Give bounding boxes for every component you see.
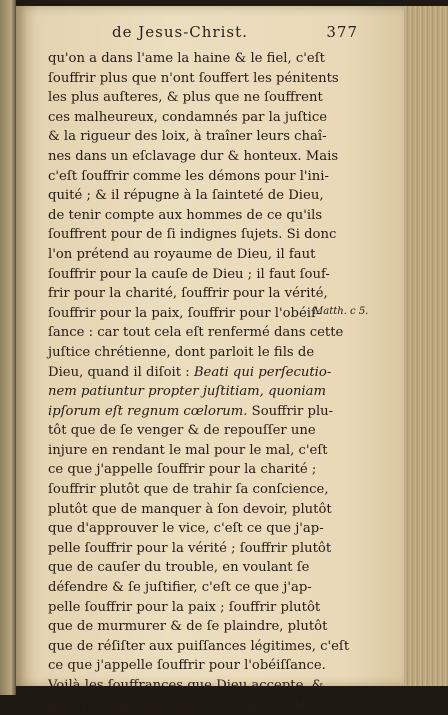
- text-segment: ſouffrir plus que n'ont ſouffert les pénitents: [48, 70, 339, 86]
- running-head-title: de Jesus-Christ.: [112, 23, 248, 41]
- text-line: [48, 88, 323, 108]
- text-line: [48, 402, 334, 422]
- text-segment: que d'approuver le vice, c'eſt ce que j'ap-: [48, 521, 324, 537]
- margin-reference: Matth. c 5.: [313, 306, 369, 317]
- text-line: [48, 578, 312, 598]
- text-segment: ſouffrir pour la paix, ſouffrir pour l'obéiſ-: [48, 305, 321, 321]
- text-segment: pelle ſouffrir pour la paix ; ſouffrir plutôt: [48, 599, 321, 615]
- text-line: [48, 598, 321, 618]
- text-segment: que de cauſer du trouble, en voulant ſe: [48, 560, 310, 576]
- text-line: [48, 206, 323, 226]
- text-line: [48, 167, 329, 187]
- text-line: [48, 343, 315, 363]
- latin-quote: ipſorum eſt regnum cœlorum.: [48, 403, 248, 419]
- text-segment: quité ; & il répugne à la ſainteté de Dieu,: [48, 188, 324, 204]
- text-segment: pelle ſouffrir pour la vérité ; ſouffrir plutôt: [48, 540, 332, 556]
- text-segment: défendre & ſe juſtifier, c'eſt ce que j'ap-: [48, 580, 312, 596]
- text-line: [48, 127, 327, 147]
- text-line: [48, 323, 344, 343]
- text-segment: ces malheureux, condamnés par la juſtice: [48, 109, 328, 125]
- text-segment: frir pour la charité, ſouffrir pour la vérité,: [48, 286, 328, 302]
- latin-quote: Beati qui perſecutio-: [193, 364, 332, 380]
- text-segment: injure en rendant le mal pour le mal, c'eſt: [48, 442, 328, 458]
- text-line: [48, 519, 324, 539]
- text-segment: ſance : car tout cela eſt renfermé dans cette: [48, 325, 344, 341]
- text-segment: Dieu, quand il diſoit :: [48, 364, 194, 380]
- text-segment: ſouffrir pour la cauſe de Dieu ; il faut ſouf-: [48, 266, 330, 282]
- text-segment: ſouffrir plutôt que de trahir ſa conſcience,: [48, 482, 329, 498]
- text-segment: que de murmurer & de ſe plaindre, plutôt: [48, 619, 328, 635]
- running-head: [112, 23, 358, 45]
- page-number: 377: [326, 23, 358, 41]
- text-segment: Souffrir plu-: [247, 403, 334, 419]
- text-line: [48, 656, 326, 676]
- text-line: [48, 108, 328, 128]
- text-segment: qu'on a dans l'ame la haine & le fiel, c'eſt: [48, 51, 325, 66]
- text-segment: l'on prétend au royaume de Dieu, il faut: [48, 246, 316, 262]
- text-segment: ce que j'appelle ſouffrir pour la charité ;: [48, 462, 317, 478]
- text-line: [48, 696, 326, 715]
- text-segment: ce que j'appelle ſouffrir pour l'obéiſſance.: [48, 658, 326, 674]
- text-line: [48, 617, 328, 637]
- text-segment: plutôt que de manquer à ſon devoir, plutôt: [48, 501, 332, 517]
- text-segment: & la rigueur des loix, à traîner leurs chaî-: [48, 129, 327, 145]
- text-segment: tôt que de ſe venger & de repouſſer une: [48, 423, 316, 439]
- text-segment: Voilà les ſouffrances que Dieu accepte, &: [48, 678, 324, 693]
- text-line: [48, 225, 337, 245]
- text-line: [48, 69, 339, 89]
- text-line: [48, 637, 350, 657]
- text-segment: les plus auſteres, & plus que ne ſouffrent: [48, 90, 323, 106]
- text-line: [48, 304, 321, 324]
- page-block-edge: [404, 6, 448, 686]
- text-line: [48, 245, 316, 265]
- text-segment: que de réſiſter aux puiſſances légitimes, c'eſt: [48, 638, 350, 654]
- text-line: [48, 460, 317, 480]
- text-line: [48, 382, 327, 402]
- latin-quote: nem patiuntur propter juſtitiam, quoniam: [48, 384, 327, 400]
- text-line: [48, 49, 325, 69]
- text-line: [48, 676, 324, 696]
- text-line: [48, 363, 332, 383]
- facing-page-edge: [0, 0, 16, 695]
- text-line: [48, 441, 328, 461]
- text-line: [48, 421, 316, 441]
- text-line: [48, 480, 329, 500]
- text-segment: juſtice chrétienne, dont parloit le fils de: [48, 344, 315, 360]
- text-segment: de tenir compte aux hommes de ce qu'ils: [48, 207, 323, 223]
- text-segment: qu'il récompenſe dans ſon royaume. Mais: [48, 697, 326, 713]
- text-line: [48, 265, 330, 285]
- text-segment: c'eſt ſouffrir comme les démons pour l'ini-: [48, 168, 329, 184]
- text-line: [48, 186, 324, 206]
- text-line: [48, 500, 332, 520]
- text-segment: nes dans un eſclavage dur & honteux. Mais: [48, 148, 339, 164]
- text-line: [48, 558, 310, 578]
- text-line: [48, 284, 328, 304]
- text-line: [48, 539, 332, 559]
- text-segment: ſouffrent pour de ſi indignes ſujets. Si donc: [48, 227, 337, 243]
- text-line: [48, 147, 339, 167]
